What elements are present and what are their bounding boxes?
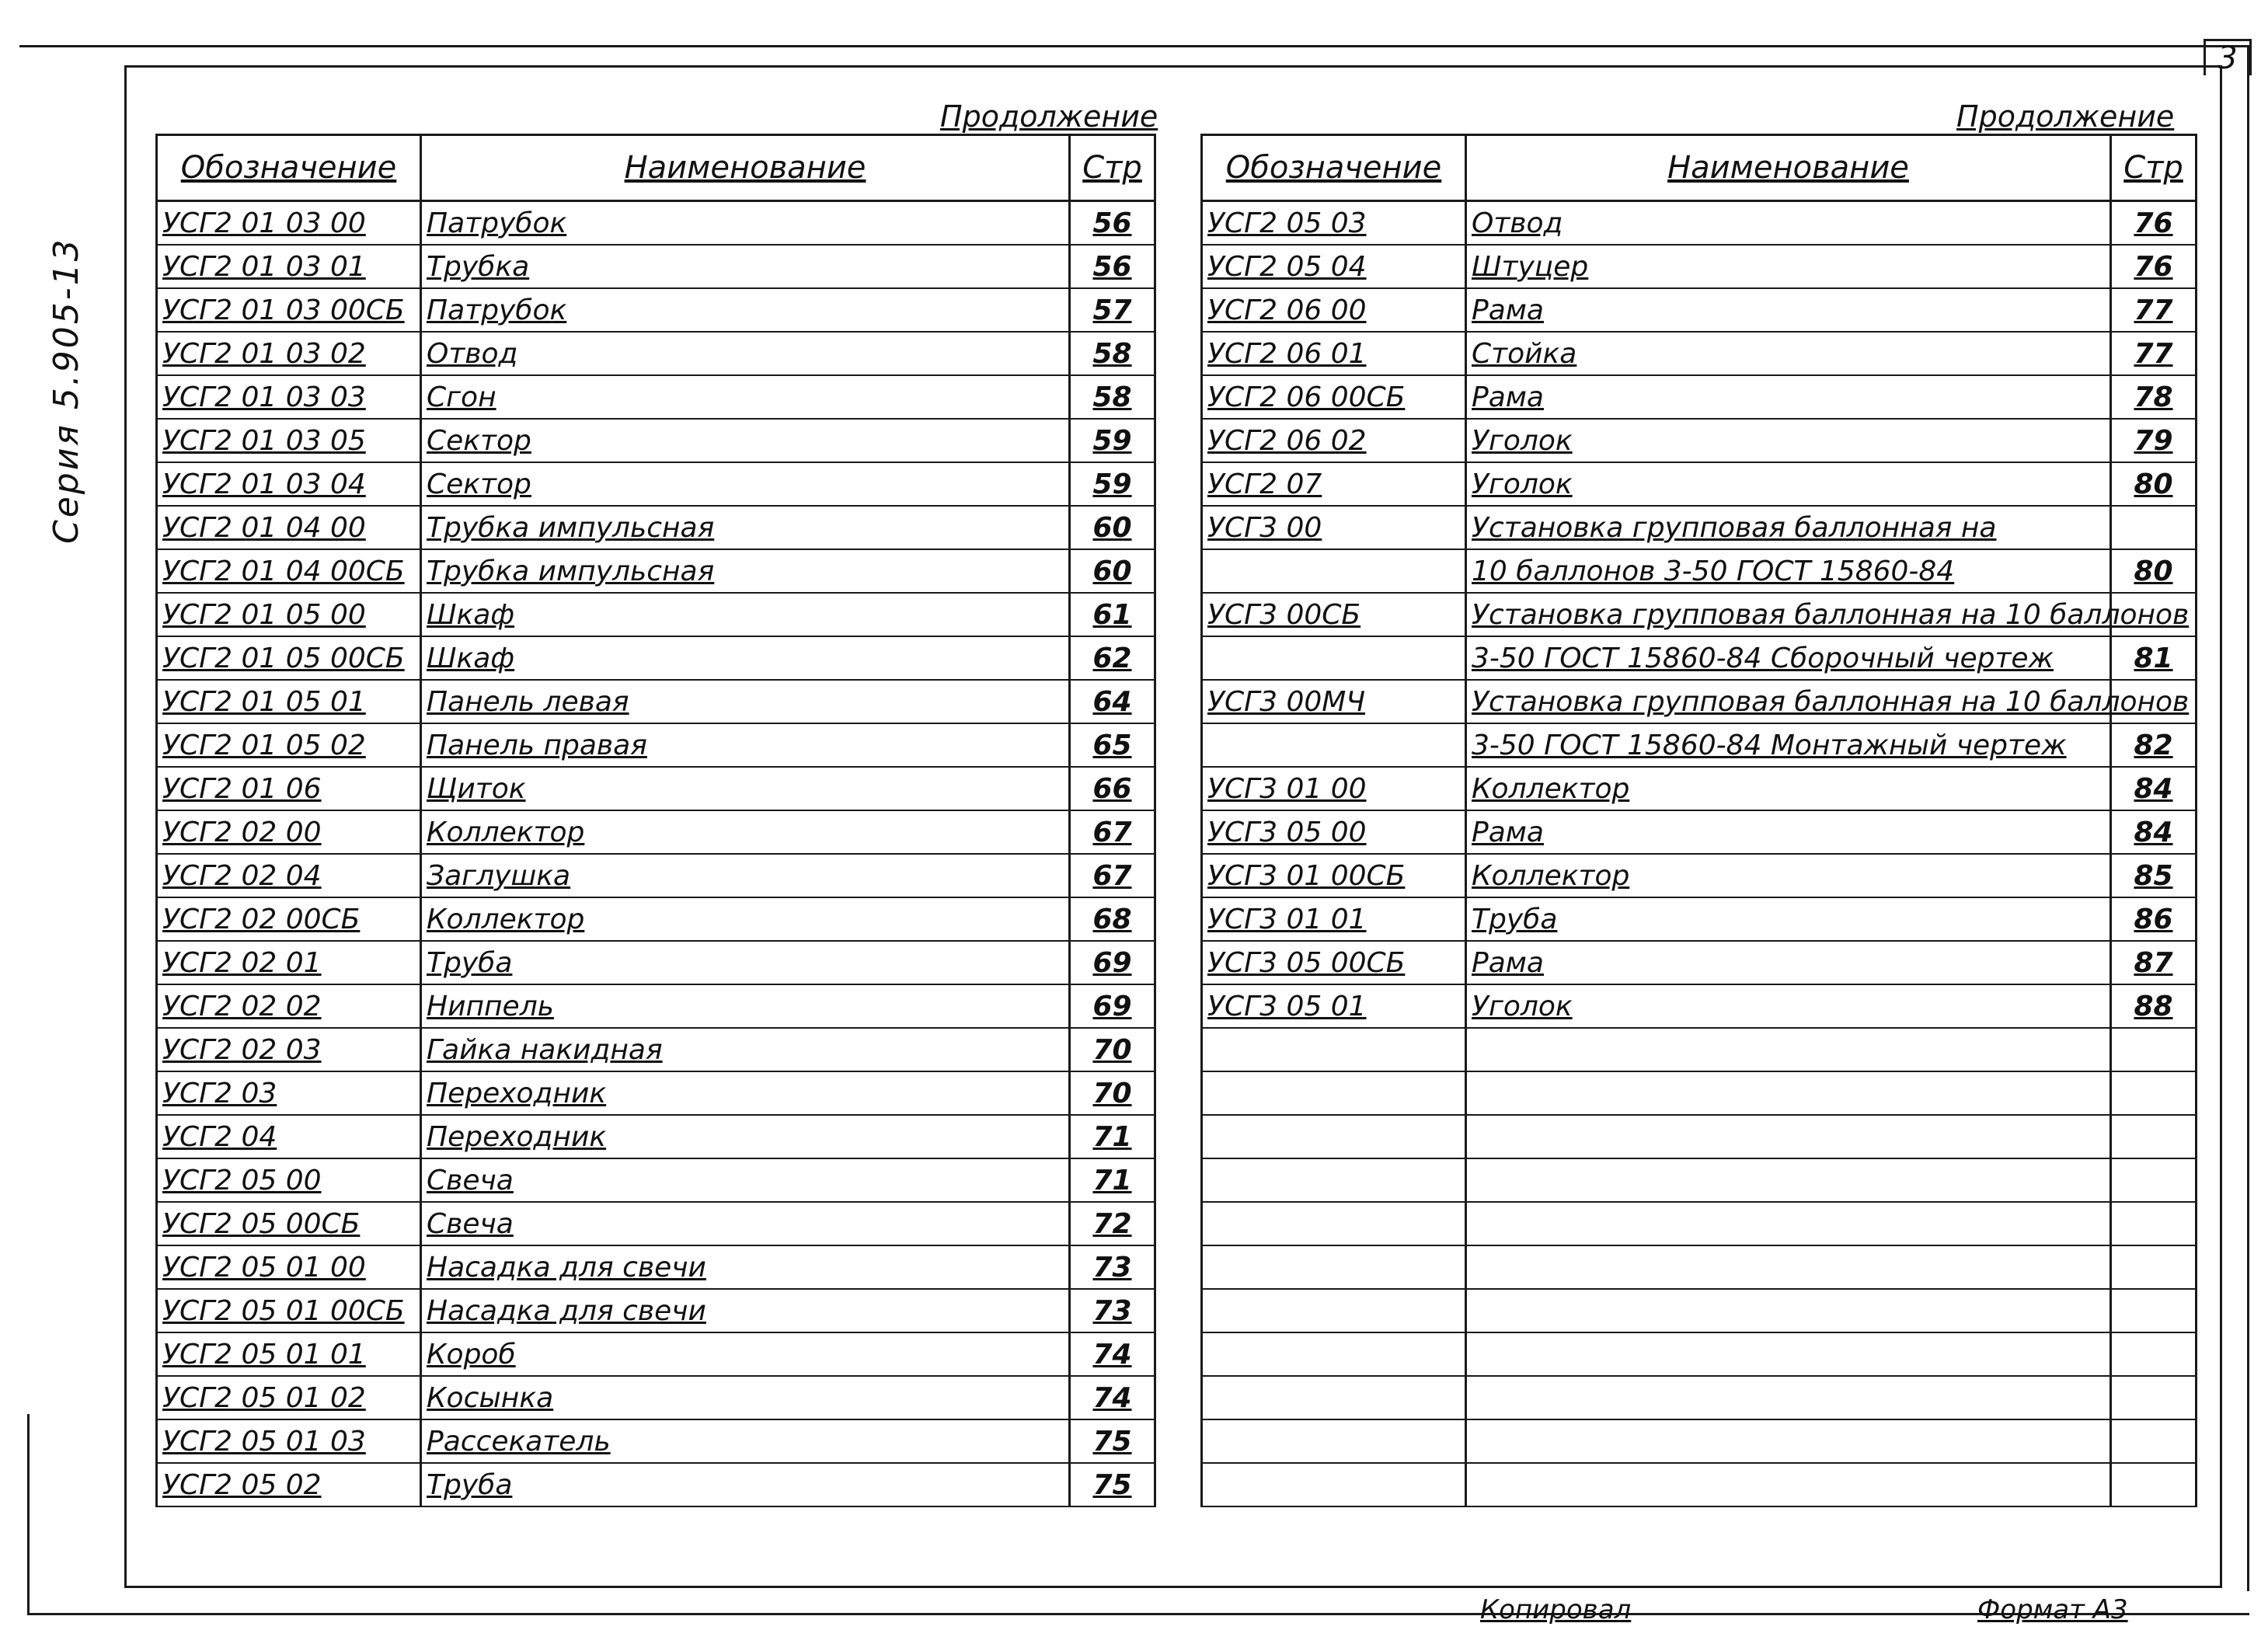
row-name: Свеча: [421, 1158, 1070, 1202]
row-name: Сгон: [421, 375, 1070, 419]
row-page: 75: [1070, 1419, 1155, 1463]
left-table-header-row: [157, 135, 1155, 201]
row-name: Рама: [1466, 375, 2111, 419]
row-name: Коллектор: [1466, 854, 2111, 897]
table-row: [157, 1289, 1155, 1332]
row-code: УСГ2 04: [157, 1115, 421, 1158]
table-row: [157, 375, 1155, 419]
row-name: Труба: [421, 1463, 1070, 1506]
row-page: 77: [2111, 332, 2197, 375]
row-name: Установка групповая баллонная на 10 баллонов: [1466, 593, 2111, 636]
table-row: [1202, 201, 2197, 246]
row-page: 60: [1070, 506, 1155, 549]
row-name: Щиток: [421, 767, 1070, 810]
row-page: 67: [1070, 854, 1155, 897]
row-code: [1202, 1289, 1466, 1332]
row-page: 82: [2111, 723, 2197, 767]
table-row: [157, 593, 1155, 636]
right-table-body: [1202, 201, 2197, 1507]
row-code: [1202, 1028, 1466, 1071]
table-row: [1202, 941, 2197, 984]
table-row: [1202, 419, 2197, 462]
row-name: [1466, 1332, 2111, 1376]
row-code: УСГ2 06 02: [1202, 419, 1466, 462]
row-name: Насадка для свечи: [421, 1289, 1070, 1332]
row-code: [1202, 1115, 1466, 1158]
row-code: УСГ2 01 04 00СБ: [157, 549, 421, 593]
row-code: УСГ3 00МЧ: [1202, 680, 1466, 723]
row-name: Косынка: [421, 1376, 1070, 1419]
row-page: 71: [1070, 1158, 1155, 1202]
row-name: Труба: [421, 941, 1070, 984]
row-code: УСГ2 05 01 01: [157, 1332, 421, 1376]
row-page: 59: [1070, 462, 1155, 506]
row-page: 61: [1070, 593, 1155, 636]
table-row: [157, 1158, 1155, 1202]
row-name: [1466, 1463, 2111, 1506]
row-code: УСГ2 06 00СБ: [1202, 375, 1466, 419]
table-row: [1202, 245, 2197, 288]
table-row: [1202, 1115, 2197, 1158]
row-code: [1202, 549, 1466, 593]
row-page: [2111, 506, 2197, 549]
row-page: 56: [1070, 201, 1155, 246]
left-header-code: Обозначение: [157, 135, 421, 201]
row-page: [2111, 1158, 2197, 1202]
row-page: 64: [1070, 680, 1155, 723]
row-code: [1202, 1332, 1466, 1376]
row-code: УСГ3 00СБ: [1202, 593, 1466, 636]
row-name: Насадка для свечи: [421, 1245, 1070, 1289]
row-name: Короб: [421, 1332, 1070, 1376]
table-row: [157, 332, 1155, 375]
row-page: [2111, 1202, 2197, 1245]
row-code: УСГ2 01 03 05: [157, 419, 421, 462]
table-row: [157, 506, 1155, 549]
table-row: [157, 723, 1155, 767]
row-name: Отвод: [1466, 201, 2111, 246]
row-page: 60: [1070, 549, 1155, 593]
left-table-body: [157, 201, 1155, 1507]
row-name: Шкаф: [421, 636, 1070, 680]
table-row: [157, 549, 1155, 593]
row-name: Свеча: [421, 1202, 1070, 1245]
table-row: [1202, 1376, 2197, 1419]
copied-by-label: Копировал: [1480, 1594, 1632, 1625]
row-code: УСГ3 00: [1202, 506, 1466, 549]
row-name: Ниппель: [421, 984, 1070, 1028]
row-code: УСГ3 01 00: [1202, 767, 1466, 810]
row-name: Рама: [1466, 941, 2111, 984]
row-page: 79: [2111, 419, 2197, 462]
row-code: УСГ2 02 02: [157, 984, 421, 1028]
table-row: [1202, 767, 2197, 810]
left-header-name: Наименование: [421, 135, 1070, 201]
outer-frame-right: [2247, 45, 2249, 1591]
row-code: УСГ2 01 03 01: [157, 245, 421, 288]
row-page: 70: [1070, 1028, 1155, 1071]
row-name: Коллектор: [421, 810, 1070, 854]
row-name: [1466, 1289, 2111, 1332]
table-row: [157, 1332, 1155, 1376]
row-code: УСГ2 02 00СБ: [157, 897, 421, 941]
row-page: 74: [1070, 1376, 1155, 1419]
row-page: 69: [1070, 941, 1155, 984]
row-name: Рама: [1466, 288, 2111, 332]
row-code: УСГ2 03: [157, 1071, 421, 1115]
row-code: УСГ2 05 01 02: [157, 1376, 421, 1419]
row-code: УСГ2 01 06: [157, 767, 421, 810]
row-code: УСГ2 06 00: [1202, 288, 1466, 332]
table-row: [157, 201, 1155, 246]
table-row: [1202, 1158, 2197, 1202]
row-name: Патрубок: [421, 288, 1070, 332]
inner-frame-right: [2220, 65, 2222, 1588]
row-name: Штуцер: [1466, 245, 2111, 288]
row-name: [1466, 1419, 2111, 1463]
inner-frame-bottom: [124, 1586, 2222, 1588]
outer-frame-left-stub: [27, 1414, 30, 1614]
row-code: УСГ3 05 01: [1202, 984, 1466, 1028]
row-code: УСГ2 05 00СБ: [157, 1202, 421, 1245]
table-row: [157, 288, 1155, 332]
row-code: [1202, 1419, 1466, 1463]
row-page: 57: [1070, 288, 1155, 332]
row-name: Уголок: [1466, 984, 2111, 1028]
table-row: [157, 767, 1155, 810]
row-page: [2111, 1115, 2197, 1158]
table-row: [157, 1376, 1155, 1419]
row-code: УСГ2 05 00: [157, 1158, 421, 1202]
row-code: УСГ2 07: [1202, 462, 1466, 506]
table-row: [157, 1463, 1155, 1506]
table-row: [1202, 984, 2197, 1028]
row-code: УСГ2 01 05 00СБ: [157, 636, 421, 680]
row-name: [1466, 1071, 2111, 1115]
table-row: [1202, 897, 2197, 941]
row-code: УСГ3 01 00СБ: [1202, 854, 1466, 897]
table-row: [157, 1071, 1155, 1115]
top-border-line: [19, 45, 2249, 47]
row-page: 66: [1070, 767, 1155, 810]
row-name: Стойка: [1466, 332, 2111, 375]
table-row: [1202, 1332, 2197, 1376]
row-page: 84: [2111, 767, 2197, 810]
row-name: [1466, 1158, 2111, 1202]
row-name: [1466, 1115, 2111, 1158]
row-code: УСГ2 02 00: [157, 810, 421, 854]
row-code: УСГ2 01 03 00СБ: [157, 288, 421, 332]
row-name: Заглушка: [421, 854, 1070, 897]
row-name: Уголок: [1466, 419, 2111, 462]
row-code: УСГ2 05 01 00СБ: [157, 1289, 421, 1332]
format-label: Формат А3: [1977, 1594, 2128, 1625]
row-page: 78: [2111, 375, 2197, 419]
row-page: 73: [1070, 1245, 1155, 1289]
row-code: [1202, 1463, 1466, 1506]
series-label: Серия 5.905-13: [47, 237, 86, 544]
table-row: [157, 810, 1155, 854]
row-name: Отвод: [421, 332, 1070, 375]
row-name: Рассекатель: [421, 1419, 1070, 1463]
table-row: [1202, 462, 2197, 506]
table-row: [1202, 1202, 2197, 1245]
row-page: 73: [1070, 1289, 1155, 1332]
row-name: Трубка импульсная: [421, 506, 1070, 549]
left-continuation-label: Продолжение: [940, 99, 1158, 134]
row-page: 87: [2111, 941, 2197, 984]
table-row: [1202, 1419, 2197, 1463]
row-name: [1466, 1028, 2111, 1071]
row-code: [1202, 723, 1466, 767]
row-name: Трубка импульсная: [421, 549, 1070, 593]
row-page: [2111, 1245, 2197, 1289]
table-row: [157, 1115, 1155, 1158]
table-row: [1202, 288, 2197, 332]
row-page: 69: [1070, 984, 1155, 1028]
row-name: [1466, 1376, 2111, 1419]
table-row: [1202, 680, 2197, 723]
table-row: [157, 897, 1155, 941]
table-row: [1202, 723, 2197, 767]
row-code: УСГ2 05 01 03: [157, 1419, 421, 1463]
row-name: Установка групповая баллонная на 10 баллонов: [1466, 680, 2111, 723]
row-name: Труба: [1466, 897, 2111, 941]
table-row: [1202, 549, 2197, 593]
row-page: [2111, 1289, 2197, 1332]
table-row: [157, 636, 1155, 680]
table-row: [1202, 1071, 2197, 1115]
table-row: [1202, 1245, 2197, 1289]
table-row: [1202, 375, 2197, 419]
table-row: [1202, 332, 2197, 375]
row-page: 56: [1070, 245, 1155, 288]
row-code: УСГ2 02 03: [157, 1028, 421, 1071]
right-continuation-label: Продолжение: [1956, 99, 2175, 134]
row-page: 76: [2111, 201, 2197, 246]
row-page: 58: [1070, 375, 1155, 419]
table-row: [157, 1028, 1155, 1071]
row-name: Панель левая: [421, 680, 1070, 723]
row-code: УСГ2 01 05 02: [157, 723, 421, 767]
table-row: [1202, 636, 2197, 680]
row-name: Патрубок: [421, 201, 1070, 246]
row-page: 68: [1070, 897, 1155, 941]
table-row: [157, 419, 1155, 462]
right-header-name: Наименование: [1466, 135, 2111, 201]
row-code: УСГ2 01 03 03: [157, 375, 421, 419]
row-code: [1202, 636, 1466, 680]
row-page: [2111, 1463, 2197, 1506]
right-index-table: [1200, 134, 2197, 1507]
table-row: [1202, 1028, 2197, 1071]
row-code: УСГ2 01 05 01: [157, 680, 421, 723]
row-page: 86: [2111, 897, 2197, 941]
table-row: [1202, 593, 2197, 636]
row-name: 3-50 ГОСТ 15860-84 Монтажный чертеж: [1466, 723, 2111, 767]
row-page: 84: [2111, 810, 2197, 854]
row-name: Коллектор: [421, 897, 1070, 941]
right-header-page: Стр: [2111, 135, 2197, 201]
row-page: 88: [2111, 984, 2197, 1028]
row-code: УСГ2 01 03 00: [157, 201, 421, 246]
inner-frame-left: [124, 65, 127, 1588]
row-code: УСГ2 05 04: [1202, 245, 1466, 288]
row-page: 77: [2111, 288, 2197, 332]
table-row: [1202, 810, 2197, 854]
row-code: УСГ2 05 01 00: [157, 1245, 421, 1289]
row-name: [1466, 1245, 2111, 1289]
row-page: 62: [1070, 636, 1155, 680]
right-table-header-row: [1202, 135, 2197, 201]
row-page: [2111, 1071, 2197, 1115]
row-name: 3-50 ГОСТ 15860-84 Сборочный чертеж: [1466, 636, 2111, 680]
row-name: Трубка: [421, 245, 1070, 288]
row-name: Шкаф: [421, 593, 1070, 636]
row-page: 58: [1070, 332, 1155, 375]
outer-frame-bottom: [27, 1613, 2249, 1615]
row-name: Установка групповая баллонная на: [1466, 506, 2111, 549]
row-page: 59: [1070, 419, 1155, 462]
row-page: 71: [1070, 1115, 1155, 1158]
row-code: УСГ2 02 01: [157, 941, 421, 984]
row-code: УСГ2 01 03 04: [157, 462, 421, 506]
row-code: [1202, 1376, 1466, 1419]
row-code: УСГ2 01 05 00: [157, 593, 421, 636]
row-page: 80: [2111, 549, 2197, 593]
row-page: 76: [2111, 245, 2197, 288]
row-code: УСГ2 06 01: [1202, 332, 1466, 375]
row-code: УСГ2 05 02: [157, 1463, 421, 1506]
row-name: [1466, 1202, 2111, 1245]
table-row: [1202, 1463, 2197, 1506]
row-name: Панель правая: [421, 723, 1070, 767]
row-name: Рама: [1466, 810, 2111, 854]
left-header-page: Стр: [1070, 135, 1155, 201]
row-name: Переходник: [421, 1071, 1070, 1115]
row-page: 75: [1070, 1463, 1155, 1506]
row-page: 65: [1070, 723, 1155, 767]
row-name: 10 баллонов 3-50 ГОСТ 15860-84: [1466, 549, 2111, 593]
table-row: [157, 1419, 1155, 1463]
row-name: Сектор: [421, 419, 1070, 462]
row-code: УСГ3 05 00СБ: [1202, 941, 1466, 984]
row-name: Коллектор: [1466, 767, 2111, 810]
table-row: [1202, 506, 2197, 549]
row-code: УСГ2 01 03 02: [157, 332, 421, 375]
row-page: 74: [1070, 1332, 1155, 1376]
row-name: Гайка накидная: [421, 1028, 1070, 1071]
row-page: [2111, 1028, 2197, 1071]
row-page: 70: [1070, 1071, 1155, 1115]
table-row: [157, 462, 1155, 506]
table-row: [157, 1202, 1155, 1245]
table-row: [1202, 854, 2197, 897]
row-page: [2111, 1376, 2197, 1419]
table-row: [157, 854, 1155, 897]
row-code: УСГ2 02 04: [157, 854, 421, 897]
row-name: Уголок: [1466, 462, 2111, 506]
right-header-code: Обозначение: [1202, 135, 1466, 201]
table-row: [157, 245, 1155, 288]
table-row: [1202, 1289, 2197, 1332]
row-code: УСГ3 05 00: [1202, 810, 1466, 854]
row-page: [2111, 1419, 2197, 1463]
row-page: [2111, 1332, 2197, 1376]
table-row: [157, 984, 1155, 1028]
sheet-number: 3: [2204, 39, 2252, 75]
table-row: [157, 680, 1155, 723]
row-page: 80: [2111, 462, 2197, 506]
row-code: УСГ2 05 03: [1202, 201, 1466, 246]
row-code: [1202, 1202, 1466, 1245]
row-code: [1202, 1158, 1466, 1202]
row-name: Сектор: [421, 462, 1070, 506]
table-row: [157, 1245, 1155, 1289]
row-page: 72: [1070, 1202, 1155, 1245]
inner-frame-top: [124, 65, 2222, 68]
table-row: [157, 941, 1155, 984]
left-index-table: [155, 134, 1156, 1507]
row-page: 67: [1070, 810, 1155, 854]
row-code: УСГ2 01 04 00: [157, 506, 421, 549]
row-page: 81: [2111, 636, 2197, 680]
row-code: УСГ3 01 01: [1202, 897, 1466, 941]
row-page: 85: [2111, 854, 2197, 897]
row-code: [1202, 1245, 1466, 1289]
row-name: Переходник: [421, 1115, 1070, 1158]
row-code: [1202, 1071, 1466, 1115]
